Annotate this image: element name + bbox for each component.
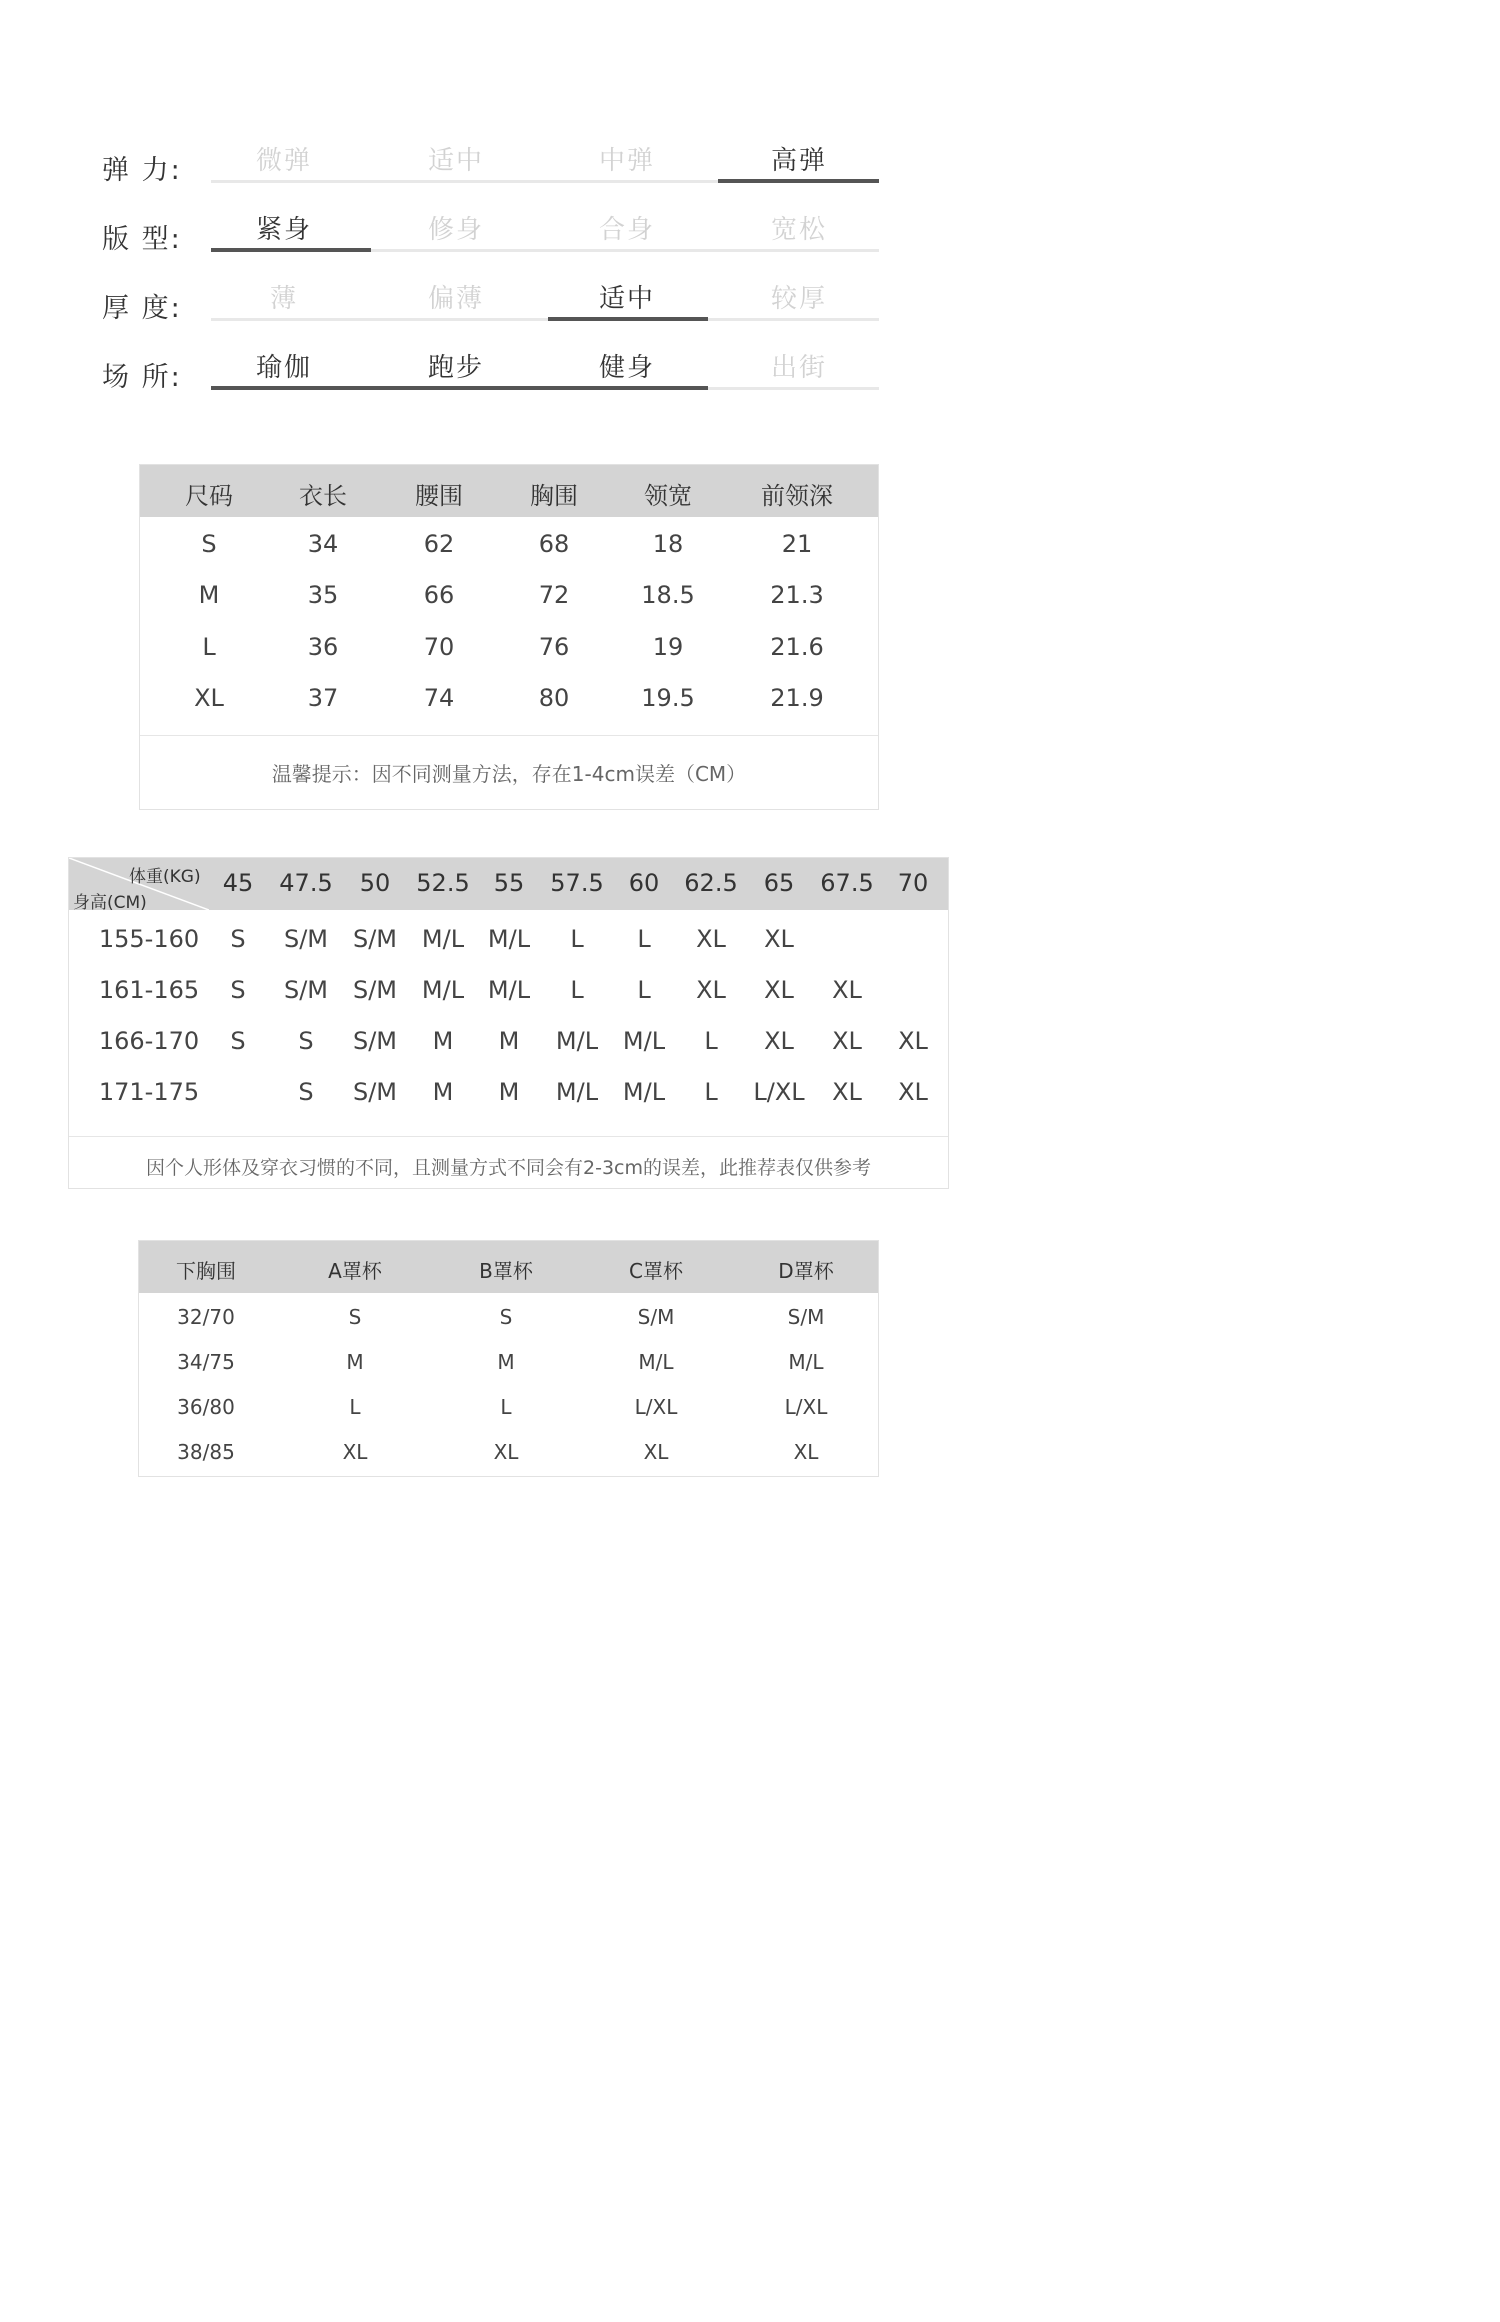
recommended-size-cell: M — [432, 1078, 454, 1106]
attribute-option: 宽松 — [770, 215, 827, 245]
attribute-option: 跑步 — [427, 353, 484, 383]
size-cell: 21.3 — [770, 581, 824, 609]
attribute-label: 弹 力: — [102, 155, 182, 186]
recommended-size-cell: S — [230, 976, 246, 1004]
recommend-table-box — [68, 857, 949, 1189]
attribute-label: 厚 度: — [102, 293, 182, 324]
cup-cell: S — [348, 1305, 362, 1329]
recommended-size-cell: L — [704, 1078, 718, 1106]
size-cell: 37 — [307, 684, 339, 712]
recommended-size-cell: S — [298, 1027, 314, 1055]
cup-cell: XL — [793, 1440, 819, 1464]
recommended-size-cell: M/L — [622, 1027, 666, 1055]
attribute-option: 较厚 — [770, 284, 827, 314]
attribute-row — [0, 197, 1024, 267]
size-header-cell: 领宽 — [644, 482, 692, 510]
attribute-option: 合身 — [598, 215, 655, 245]
recommend-table-note: 因个人形体及穿衣习惯的不同，且测量方式不同会有2-3cm的误差，此推荐表仅供参考 — [146, 1157, 871, 1179]
recommended-size-cell: S — [230, 1027, 246, 1055]
recommended-size-cell: S — [230, 925, 246, 953]
recommended-size-cell: M/L — [421, 925, 465, 953]
attribute-indicator — [548, 317, 708, 321]
weight-header-cell: 60 — [628, 869, 660, 897]
recommended-size-cell: M — [498, 1078, 520, 1106]
attribute-option: 薄 — [269, 284, 298, 314]
recommended-size-cell: L — [637, 976, 651, 1004]
size-cell: 19.5 — [641, 684, 695, 712]
attribute-indicator — [211, 248, 371, 252]
cup-cell: M/L — [788, 1350, 824, 1374]
recommended-size-cell: L — [637, 925, 651, 953]
size-cell: 34 — [307, 530, 339, 558]
cup-table-box — [138, 1240, 879, 1477]
recommended-size-cell: XL — [764, 1027, 794, 1055]
attribute-indicator — [211, 386, 708, 390]
attribute-option: 高弹 — [770, 146, 827, 176]
weight-header-cell: 67.5 — [820, 869, 874, 897]
cup-cell: S/M — [787, 1305, 825, 1329]
attribute-indicator — [718, 179, 879, 183]
size-cell: 66 — [423, 581, 455, 609]
corner-height-label: 身高(CM) — [73, 893, 147, 913]
recommended-size-cell: S/M — [352, 976, 398, 1004]
size-cell: 18.5 — [641, 581, 695, 609]
height-range-cell: 171-175 — [98, 1078, 200, 1106]
attribute-label: 场 所: — [102, 362, 182, 393]
recommended-size-cell: S/M — [283, 976, 329, 1004]
size-table-box — [139, 464, 879, 810]
recommended-size-cell: L — [570, 925, 584, 953]
attribute-option: 适中 — [598, 284, 655, 314]
cup-cell: M/L — [638, 1350, 674, 1374]
recommended-size-cell: XL — [764, 976, 794, 1004]
size-cell: 19 — [652, 633, 684, 661]
cup-header-cell: B罩杯 — [479, 1259, 533, 1283]
cup-cell: M — [497, 1350, 515, 1374]
size-header-cell: 尺码 — [185, 482, 233, 510]
cup-cell: S — [499, 1305, 513, 1329]
corner-weight-label: 体重(KG) — [129, 867, 201, 887]
weight-header-cell: 70 — [897, 869, 929, 897]
attribute-row — [0, 128, 1024, 198]
recommended-size-cell: XL — [832, 1027, 862, 1055]
recommended-size-cell: S/M — [352, 1027, 398, 1055]
cup-cell: L — [349, 1395, 361, 1419]
attribute-option: 紧身 — [255, 215, 312, 245]
size-cell: 21.6 — [770, 633, 824, 661]
recommended-size-cell: XL — [832, 1078, 862, 1106]
height-range-cell: 155-160 — [98, 925, 200, 953]
size-table-divider — [140, 735, 878, 736]
attribute-label: 版 型: — [102, 224, 182, 255]
size-cell: 68 — [538, 530, 570, 558]
weight-header-cell: 57.5 — [550, 869, 604, 897]
cup-header-cell: 下胸围 — [176, 1259, 236, 1283]
weight-header-cell: 50 — [359, 869, 391, 897]
recommended-size-cell: S — [298, 1078, 314, 1106]
attribute-option: 修身 — [427, 215, 484, 245]
attribute-option: 偏薄 — [427, 284, 484, 314]
cup-cell: XL — [493, 1440, 519, 1464]
cup-cell: 36/80 — [177, 1395, 235, 1419]
recommended-size-cell: M/L — [622, 1078, 666, 1106]
size-cell: S — [201, 530, 217, 558]
cup-cell: L/XL — [784, 1395, 828, 1419]
cup-cell: XL — [342, 1440, 368, 1464]
size-cell: 21 — [781, 530, 813, 558]
cup-cell: 32/70 — [177, 1305, 235, 1329]
weight-header-cell: 45 — [222, 869, 254, 897]
size-cell: 18 — [652, 530, 684, 558]
recommended-size-cell: XL — [898, 1078, 928, 1106]
attribute-option: 健身 — [598, 353, 655, 383]
size-cell: 80 — [538, 684, 570, 712]
attribute-option: 适中 — [427, 146, 484, 176]
recommended-size-cell: XL — [696, 976, 726, 1004]
size-cell: M — [198, 581, 220, 609]
attribute-option: 瑜伽 — [255, 353, 312, 383]
size-cell: 35 — [307, 581, 339, 609]
cup-cell: S/M — [637, 1305, 675, 1329]
cup-cell: 34/75 — [177, 1350, 235, 1374]
cup-cell: L — [500, 1395, 512, 1419]
recommend-table-divider — [69, 1136, 948, 1137]
recommended-size-cell: S/M — [352, 925, 398, 953]
recommended-size-cell: L — [704, 1027, 718, 1055]
recommended-size-cell: S/M — [283, 925, 329, 953]
attribute-option: 微弹 — [255, 146, 312, 176]
attribute-row — [0, 266, 1024, 336]
recommended-size-cell: M — [432, 1027, 454, 1055]
cup-cell: 38/85 — [177, 1440, 235, 1464]
size-cell: 70 — [423, 633, 455, 661]
recommended-size-cell: M/L — [555, 1027, 599, 1055]
weight-header-cell: 55 — [493, 869, 525, 897]
weight-header-cell: 52.5 — [416, 869, 470, 897]
size-cell: 21.9 — [770, 684, 824, 712]
size-header-cell: 腰围 — [415, 482, 463, 510]
recommended-size-cell: M/L — [487, 976, 531, 1004]
recommended-size-cell: M/L — [421, 976, 465, 1004]
size-table-note: 温馨提示：因不同测量方法，存在1-4cm误差（CM） — [271, 762, 747, 786]
cup-cell: M — [346, 1350, 364, 1374]
cup-header-cell: D罩杯 — [778, 1259, 834, 1283]
recommended-size-cell: L — [570, 976, 584, 1004]
weight-header-cell: 65 — [763, 869, 795, 897]
attribute-track — [211, 318, 879, 321]
height-range-cell: 161-165 — [98, 976, 200, 1004]
attribute-option: 中弹 — [598, 146, 655, 176]
height-range-cell: 166-170 — [98, 1027, 200, 1055]
size-cell: XL — [194, 684, 224, 712]
size-cell: 62 — [423, 530, 455, 558]
recommended-size-cell: XL — [832, 976, 862, 1004]
recommended-size-cell: S/M — [352, 1078, 398, 1106]
size-cell: 76 — [538, 633, 570, 661]
recommended-size-cell: XL — [898, 1027, 928, 1055]
attribute-row — [0, 335, 1024, 405]
recommended-size-cell: XL — [696, 925, 726, 953]
size-header-cell: 胸围 — [530, 482, 578, 510]
recommended-size-cell: XL — [764, 925, 794, 953]
cup-cell: L/XL — [634, 1395, 678, 1419]
weight-header-cell: 47.5 — [279, 869, 333, 897]
cup-cell: XL — [643, 1440, 669, 1464]
size-header-cell: 衣长 — [299, 482, 347, 510]
size-cell: 74 — [423, 684, 455, 712]
size-header-cell: 前领深 — [761, 482, 833, 510]
weight-header-cell: 62.5 — [684, 869, 738, 897]
recommended-size-cell: M — [498, 1027, 520, 1055]
attribute-option: 出街 — [770, 353, 827, 383]
recommended-size-cell: M/L — [487, 925, 531, 953]
recommended-size-cell: L/XL — [753, 1078, 805, 1106]
cup-header-cell: A罩杯 — [328, 1259, 382, 1283]
size-cell: 72 — [538, 581, 570, 609]
recommended-size-cell: M/L — [555, 1078, 599, 1106]
size-cell: 36 — [307, 633, 339, 661]
cup-header-cell: C罩杯 — [629, 1259, 683, 1283]
size-cell: L — [202, 633, 216, 661]
